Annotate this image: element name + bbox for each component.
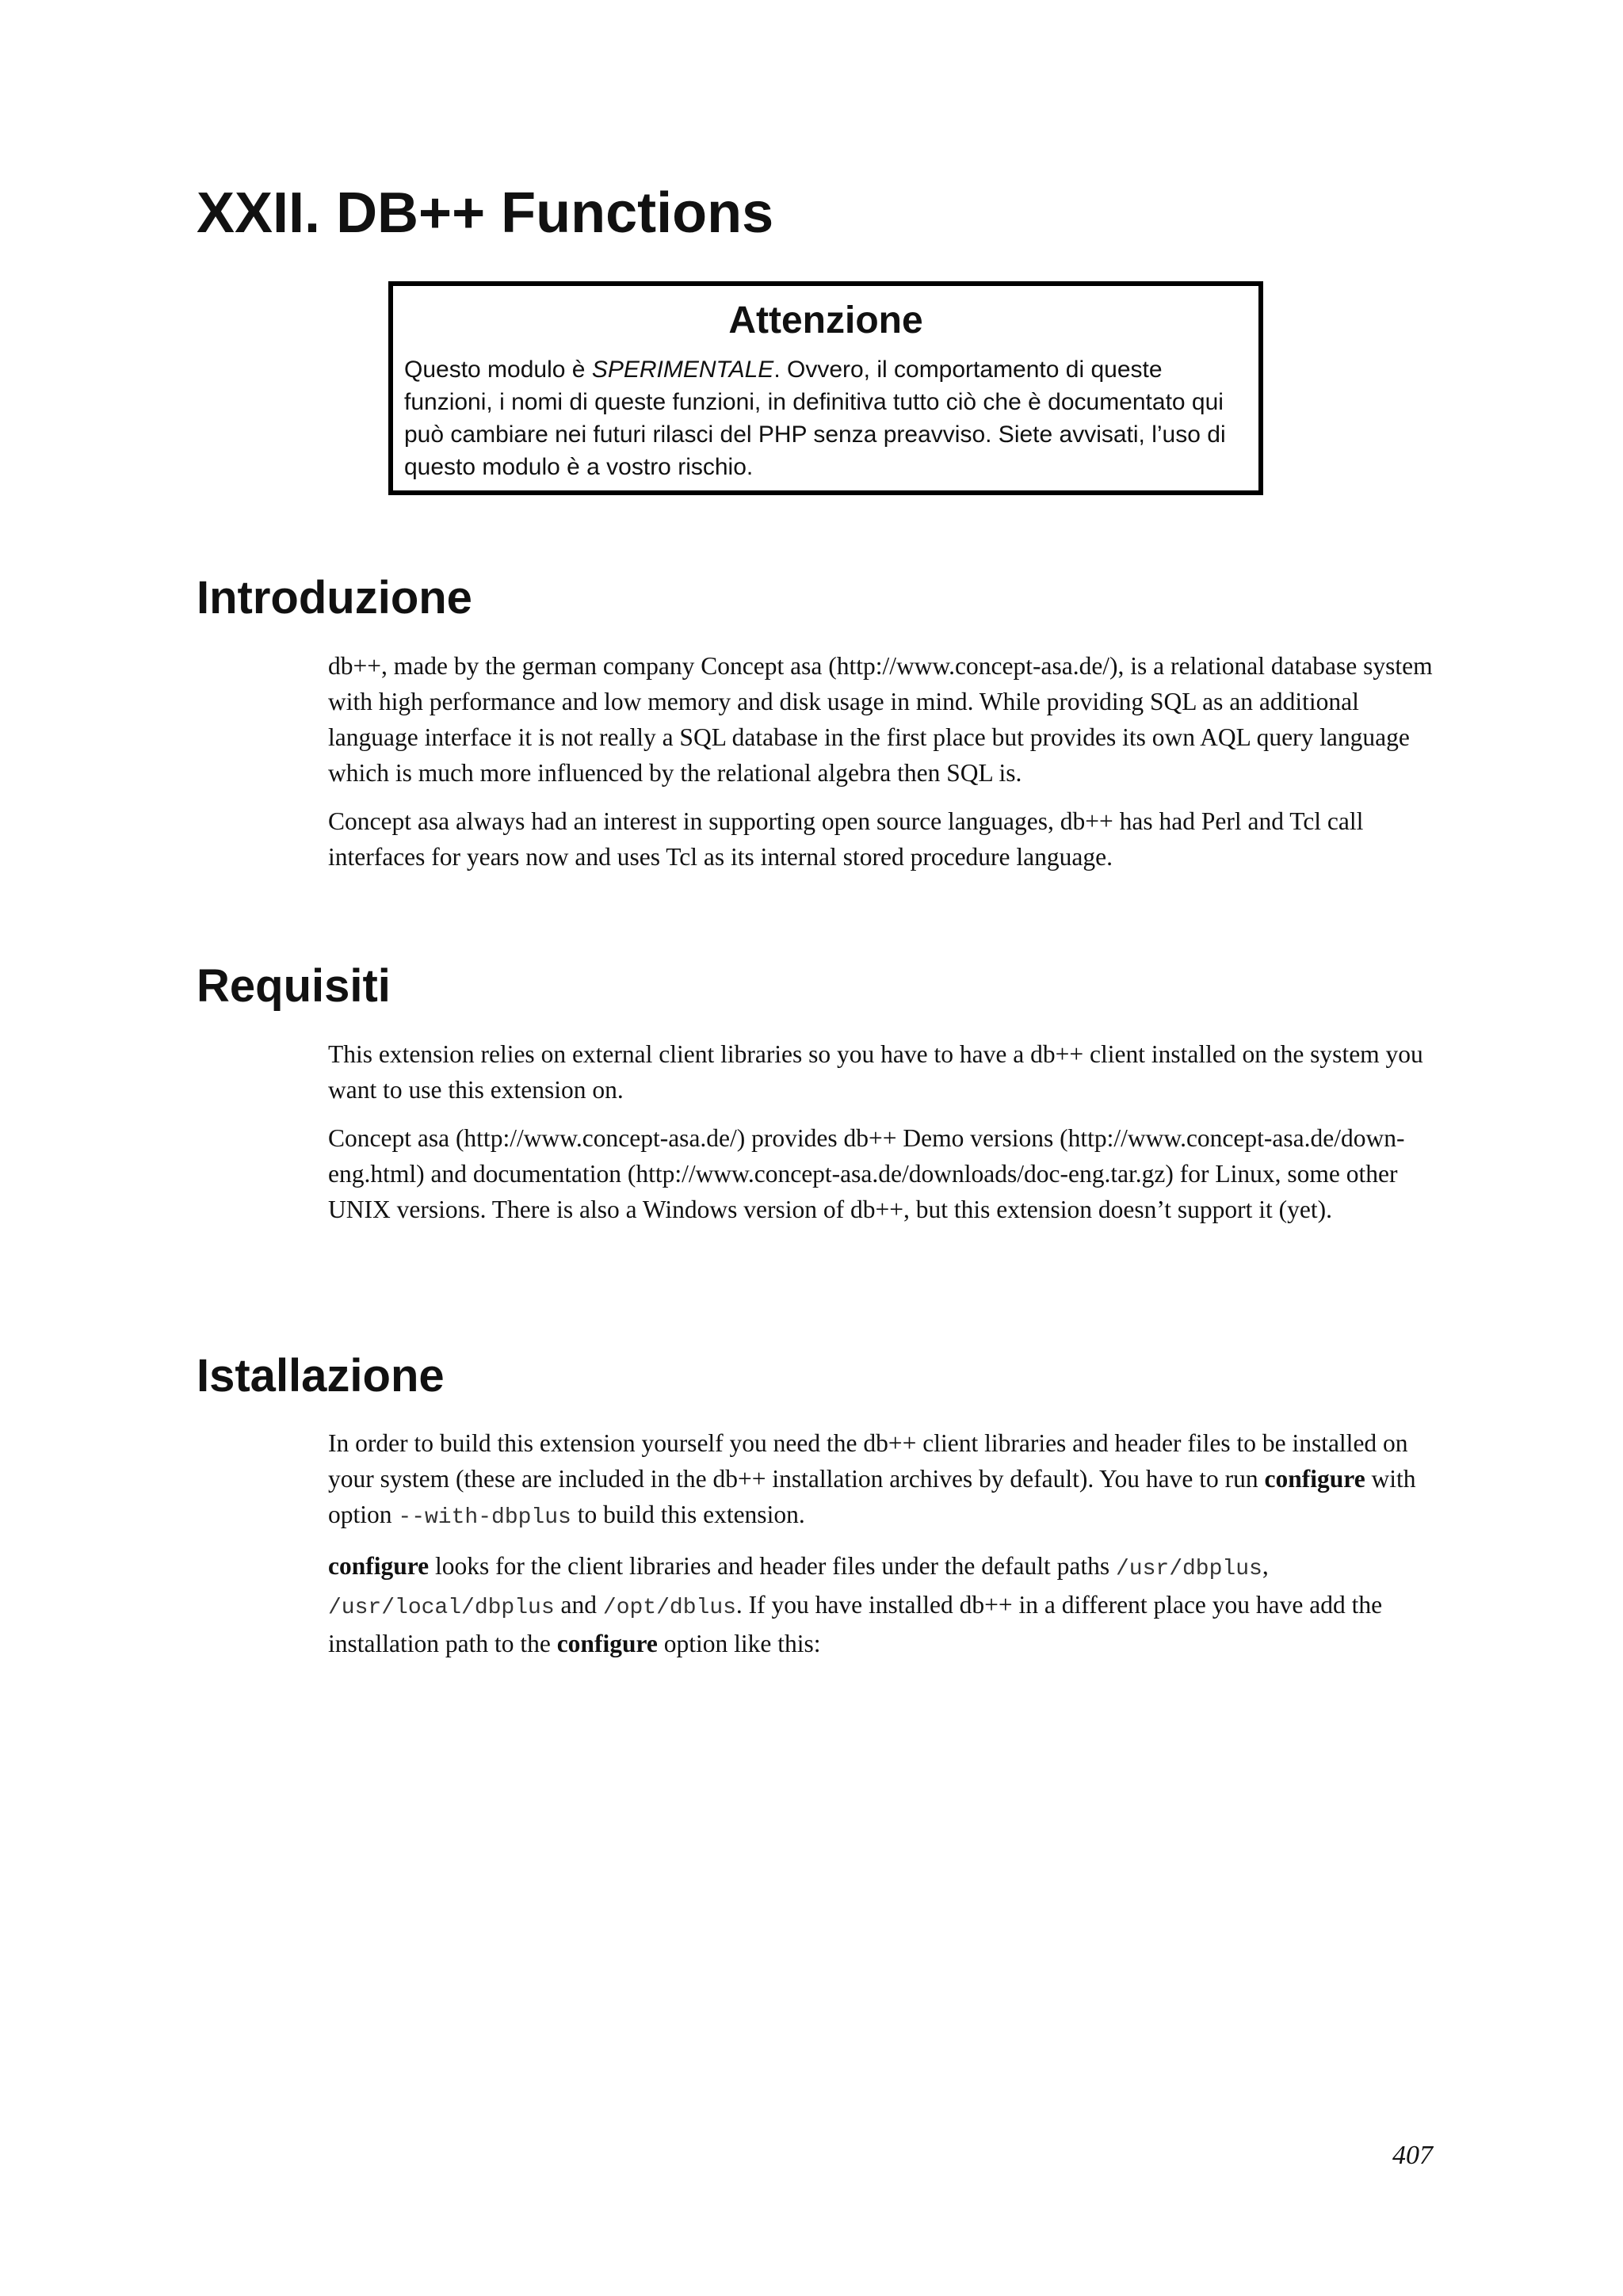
requisiti-paragraph-1: This extension relies on external client libraries so you have to have a db++ client installed on the system you want to use this extension on. bbox=[328, 1040, 1423, 1104]
warning-emphasis: SPERIMENTALE bbox=[591, 356, 774, 383]
istallazione-p2-text-e: option like this: bbox=[657, 1630, 821, 1657]
istallazione-p1-text-c: to build this extension. bbox=[571, 1501, 805, 1528]
with-dbplus-option: --with-dbplus bbox=[398, 1505, 571, 1530]
warning-text-before: Questo modulo è bbox=[404, 356, 592, 383]
istallazione-p2-text-b: , bbox=[1262, 1552, 1269, 1580]
introduzione-body bbox=[328, 648, 1438, 887]
page-title: XXII. DB++ Functions bbox=[197, 181, 774, 245]
istallazione-body bbox=[328, 1425, 1438, 1674]
requisiti-body bbox=[328, 1036, 1438, 1240]
istallazione-heading: Istallazione bbox=[197, 1350, 445, 1402]
page-number: 407 bbox=[1392, 2141, 1433, 2170]
path-usr-dbplus: /usr/dbplus bbox=[1115, 1557, 1262, 1581]
requisiti-heading: Requisiti bbox=[197, 960, 391, 1012]
requisiti-paragraph-2: Concept asa (http://www.concept-asa.de/) provides db++ Demo versions (http://www.concept-asa.de/down-eng.html) and documentation (http://www.concept-asa.de/downloads/doc-eng.tar.gz) for Linux, some other UNIX versions. There is also a Windows version of db++, but this extension doesn’t support it (yet). bbox=[328, 1124, 1405, 1223]
path-opt-dblus: /opt/dblus bbox=[602, 1596, 736, 1620]
istallazione-p2-text-d: . If you have installed db++ in a different place you have add the installation path to the bbox=[328, 1591, 1383, 1657]
istallazione-p1-text-b: with option bbox=[328, 1465, 1416, 1528]
warning-heading: Attenzione bbox=[728, 299, 923, 341]
istallazione-paragraph-2 bbox=[328, 1548, 1438, 1661]
istallazione-paragraph-1 bbox=[328, 1425, 1438, 1535]
configure-command: configure bbox=[556, 1630, 658, 1657]
istallazione-p2-text-c: and bbox=[554, 1591, 603, 1619]
istallazione-p1-text-a: In order to build this extension yourself you need the db++ client libraries and header files to be installed on your system (these are included in the db++ installation archives by default). You have to run bbox=[328, 1429, 1408, 1493]
introduzione-heading: Introduzione bbox=[197, 572, 472, 624]
introduzione-paragraph-2: Concept asa always had an interest in supporting open source languages, db++ has had Perl and Tcl call interfaces for years now and uses Tcl as its internal stored procedure language. bbox=[328, 807, 1364, 871]
warning-text bbox=[404, 353, 1247, 483]
configure-command: configure bbox=[1264, 1465, 1365, 1493]
warning-text-after: . Ovvero, il comportamento di queste funzioni, i nomi di queste funzioni, in definitiva tutto ciò che è documentato qui può cambiare nei futuri rilasci del PHP senza preavviso. Siete avvisati, l’uso di questo modulo è a vostro rischio. bbox=[404, 356, 1226, 480]
warning-box bbox=[388, 281, 1263, 495]
introduzione-paragraph-1: db++, made by the german company Concept asa (http://www.concept-asa.de/), is a relational database system with high performance and low memory and disk usage in mind. While providing SQL as an additional language interface it is not really a SQL database in the first place but provides its own AQL query language which is much more influenced by the relational algebra then SQL is. bbox=[328, 652, 1433, 787]
istallazione-p2-text-a: looks for the client libraries and header files under the default paths bbox=[429, 1552, 1116, 1580]
path-usr-local-dbplus: /usr/local/dbplus bbox=[328, 1596, 555, 1620]
configure-command: configure bbox=[328, 1552, 430, 1580]
